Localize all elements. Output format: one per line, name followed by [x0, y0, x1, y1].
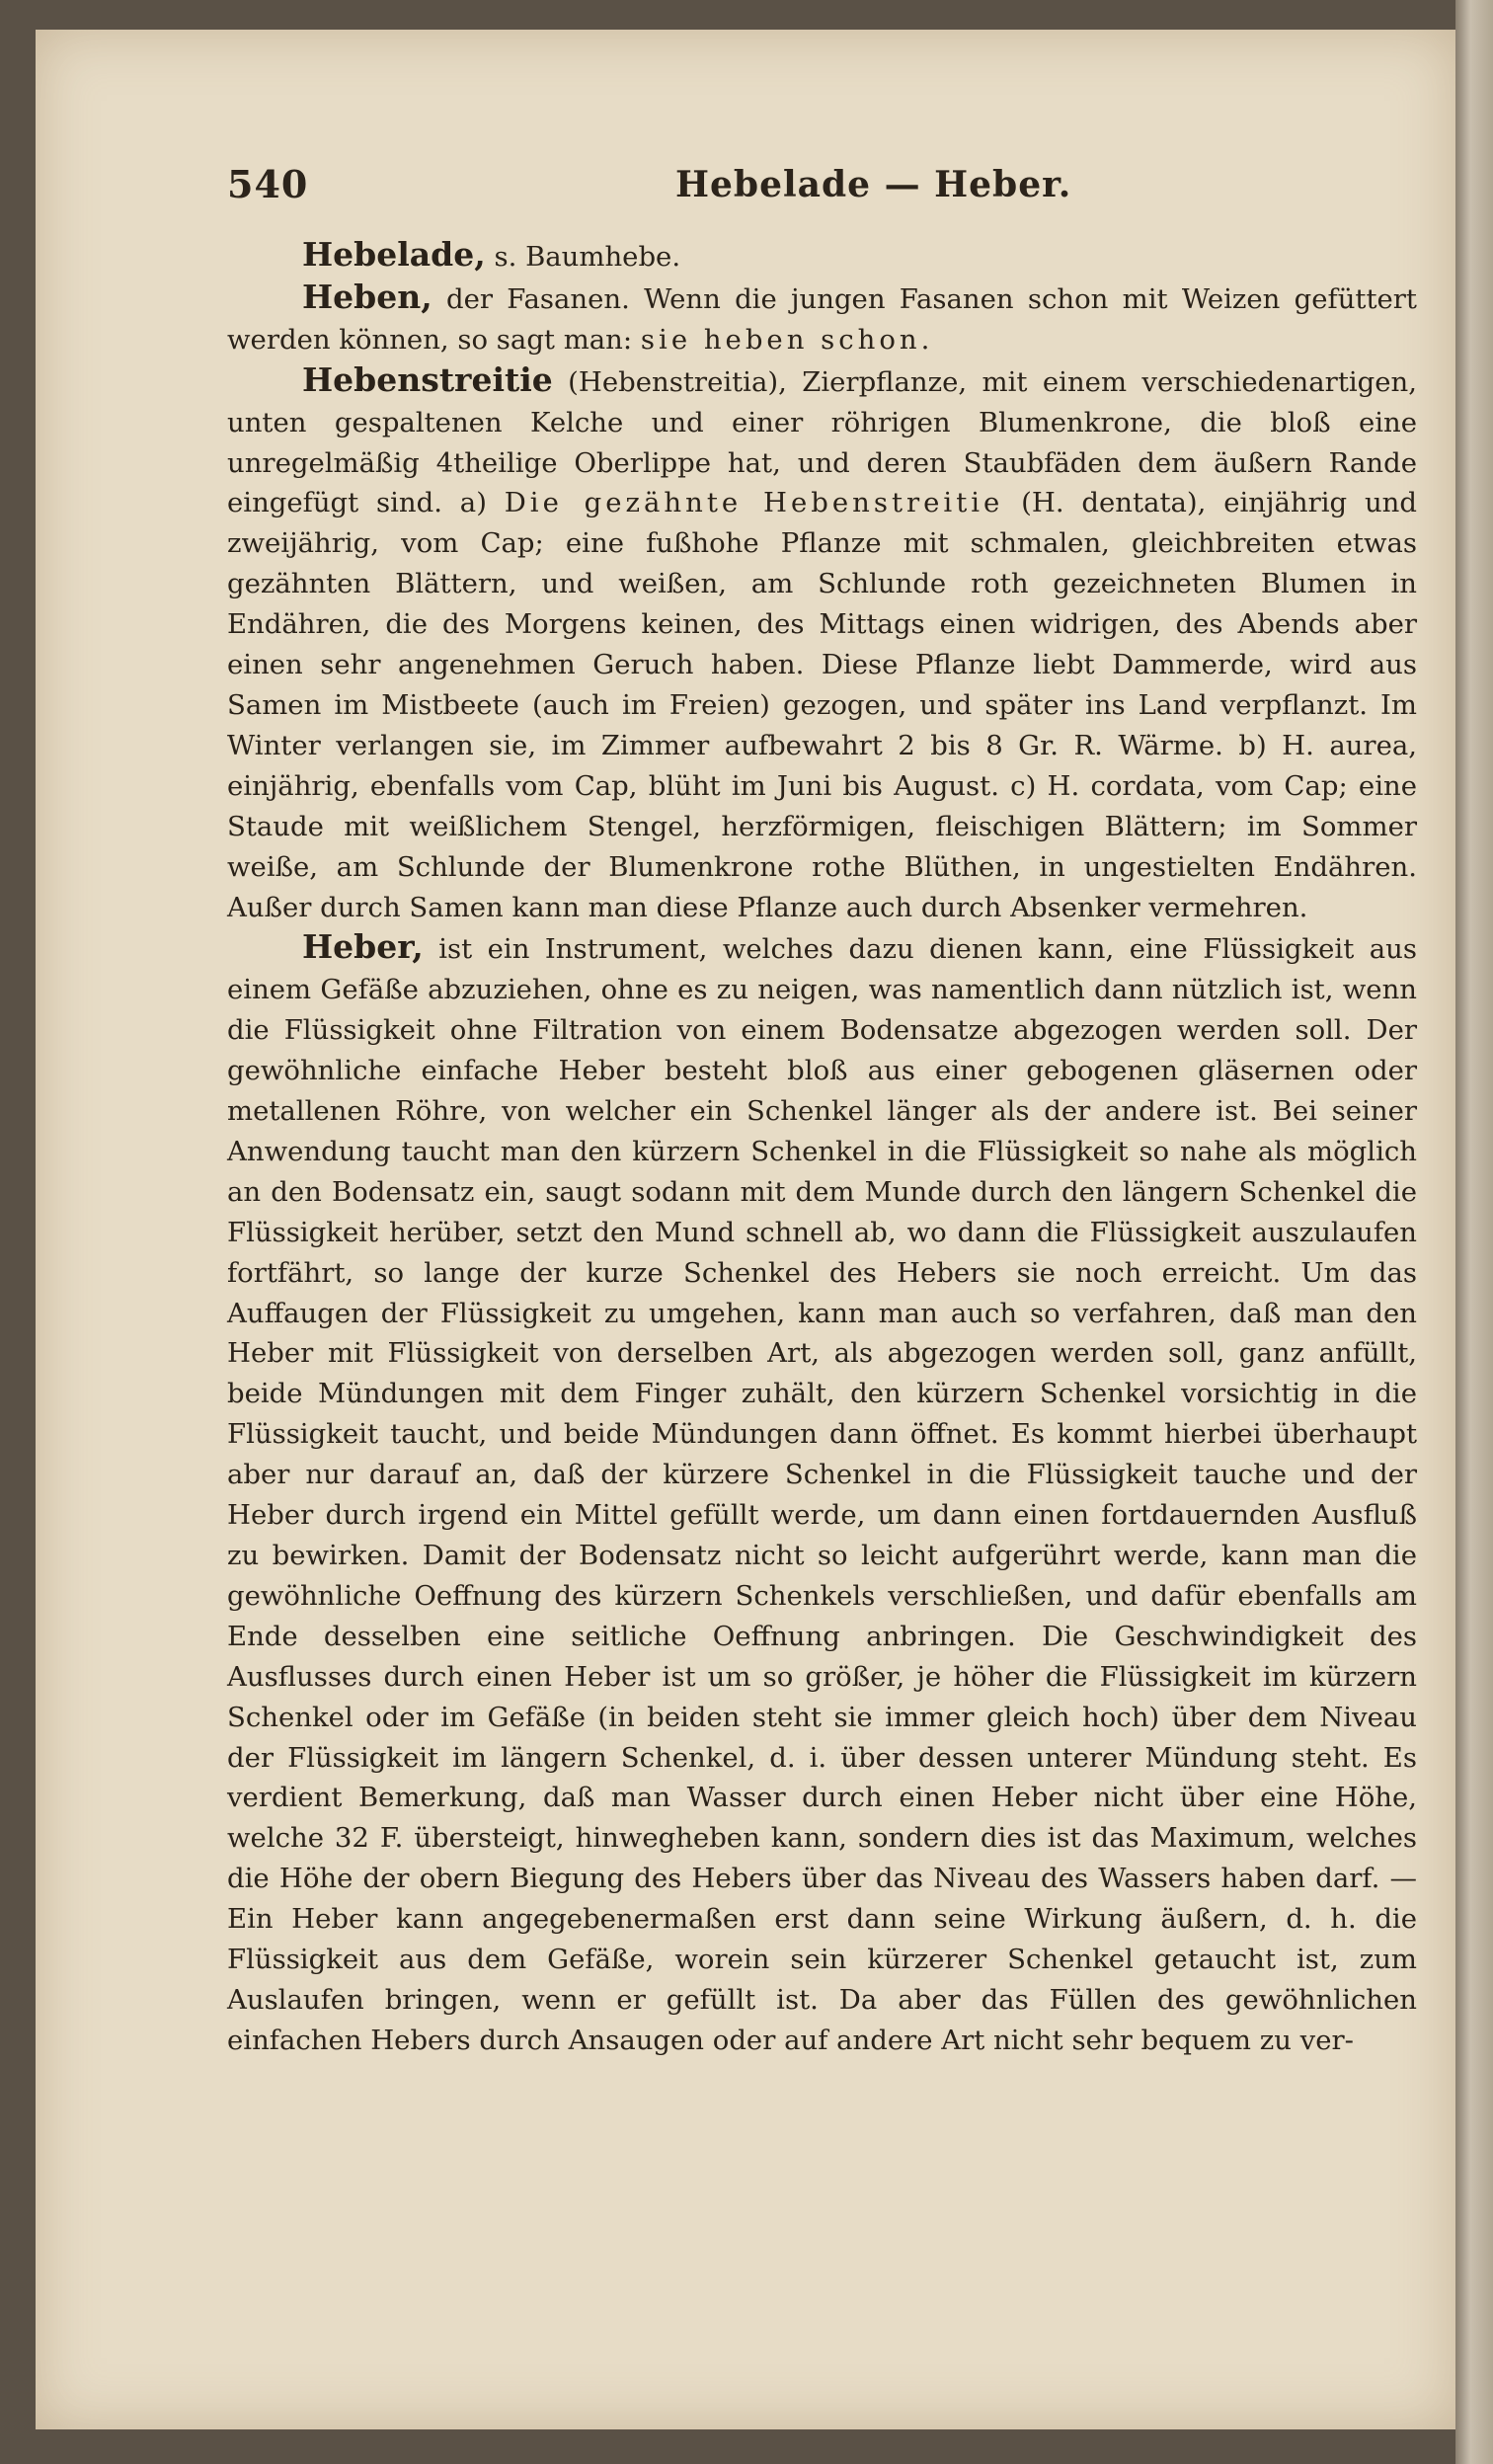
entry-text: ist ein Instrument, welches dazu dienen kann, eine Flüssigkeit aus einem Gefäße abzuziehen, ohne es zu neigen, was namentlich dann nützlich ist, wenn die Flüssigkeit ohne Filtration von einem Bodensatze abgezogen werden soll. Der gewöhnliche einfache Heber besteht bloß aus einer gebogenen gläsernen oder metallenen Röhre, von welcher ein Schenkel länger als der andere ist. Bei seiner Anwendung taucht man den kürzern Schenkel in die Flüssigkeit so nahe als möglich an den Bodensatz ein, saugt sodann mit dem Munde durch den längern Schenkel die Flüssigkeit herüber, setzt den Mund schnell ab, wo dann die Flüssigkeit auszulaufen fortfährt, so lange der kurze Schenkel des Hebers sie noch erreicht. Um das Auffaugen der Flüssigkeit zu umgehen, kann man auch so verfahren, daß man den Heber mit Flüssigkeit von derselben Art, als abgezogen werden soll, ganz anfüllt, beide Mündungen mit dem Finger zuhält, den kürzern Schenkel vorsichtig in die Flüssigkeit taucht, und beide Mündungen dann öffnet. Es kommt hierbei überhaupt aber nur darauf an, daß der kürzere Schenkel in die Flüssigkeit tauche und der Heber durch irgend ein Mittel gefüllt werde, um dann einen fortdauernden Ausfluß zu bewirken. Damit der Bodensatz nicht so leicht aufgerührt werde, kann man die gewöhnliche Oeffnung des kürzern Schenkels verschließen, und dafür ebenfalls am Ende desselben eine seitliche Oeffnung anbringen. Die Geschwindigkeit des Ausflusses durch einen Heber ist um so größer, je höher die Flüssigkeit im kürzern Schenkel oder im Gefäße (in beiden steht sie immer gleich hoch) über dem Niveau der Flüssigkeit im längern Schenkel, d. i. über dessen unterer Mündung steht. Es verdient Bemerkung, daß man Wasser durch einen Heber nicht über eine Höhe, welche 32 F. übersteigt, hinwegheben kann, sondern dies ist das Maximum, welches die Höhe der obern Biegung des Hebers über das Niveau des Wassers haben darf. — Ein Heber kann angegebenermaßen erst dann seine Wirkung äußern, d. h. die Flüssigkeit aus dem Gefäße, worein sein kürzerer Schenkel getaucht ist, zum Auslaufen bringen, wenn er gefüllt ist. Da aber das Füllen des gewöhnlichen einfachen Hebers durch Ansaugen oder auf andere Art nicht sehr bequem zu ver-: [227, 933, 1417, 2056]
entry-text: s. Baumhebe.: [485, 241, 681, 273]
running-head: Hebelade — Heber.: [675, 164, 1072, 205]
entry-hebelade: [227, 235, 1417, 278]
headword: Hebenstreitie: [302, 359, 553, 399]
entry-hebenstreitie: [227, 360, 1417, 928]
entry-text: der Fasanen. Wenn die jungen Fasanen schon mit Weizen gefüttert werden können, so sagt man:: [227, 282, 1417, 356]
page-header: [192, 156, 1179, 215]
spaced-text: sie heben schon: [640, 323, 921, 356]
headword: Heber,: [302, 927, 424, 967]
entry-heben: [227, 278, 1417, 360]
page-number: 540: [227, 162, 309, 206]
entry-text: (H. dentata), einjährig und zweijährig, vom Cap; eine fußhohe Pflanze mit schmalen, gleichbreiten etwas gezähnten Blättern, und weißen, am Schlunde roth gezeichneten Blumen in Endähren, die des Morgens keinen, des Mittags einen widrigen, des Abends aber einen sehr angenehmen Geruch haben. Diese Pflanze liebt Dammerde, wird aus Samen im Mistbeete (auch im Freien) gezogen, und später ins Land verpflanzt. Im Winter verlangen sie, im Zimmer aufbewahrt 2 bis 8 Gr. R. Wärme. b) H. aurea, einjährig, ebenfalls vom Cap, blüht im Juni bis August. c) H. cordata, vom Cap; eine Staude mit weißlichem Stengel, herzförmigen, fleischigen Blättern; im Sommer weiße, am Schlunde der Blumenkrone rothe Blüthen, in ungestielten Endähren. Außer durch Samen kann man diese Pflanze auch durch Absenker vermehren.: [227, 487, 1417, 923]
entry-heber: [227, 927, 1417, 2060]
spaced-text: Die gezähnte Hebenstreitie: [504, 487, 1004, 519]
entry-text: (Hebenstreitia), Zierpflanze, mit einem verschiedenartigen, unten gespaltenen Kelche und einer röhrigen Blumenkrone, die bloß eine unregelmäßig 4theilige Oberlippe hat, und deren Staubfäden dem äußern Rande eingefügt sind. a): [227, 365, 1417, 519]
page-edge: [1455, 0, 1493, 2464]
headword: Hebelade,: [302, 235, 486, 274]
entry-text: .: [920, 323, 930, 356]
headword: Heben,: [302, 277, 432, 316]
body-text: [227, 235, 1417, 2061]
